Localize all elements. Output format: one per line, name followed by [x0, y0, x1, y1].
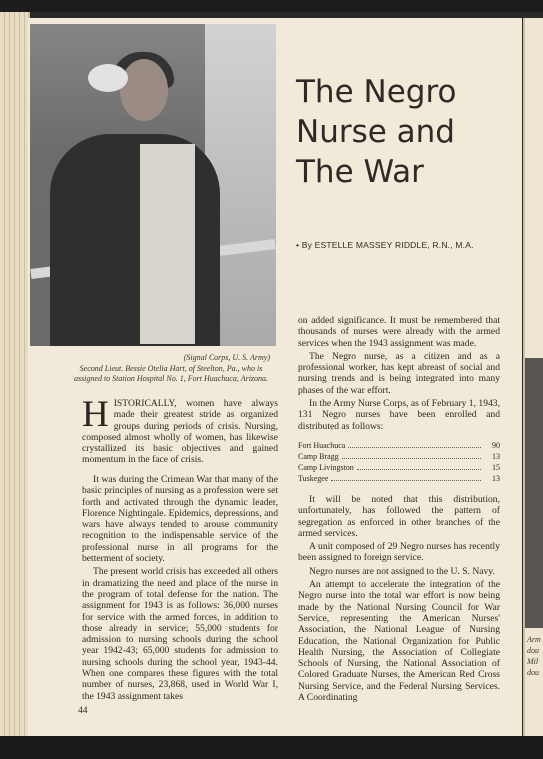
paragraph: In the Army Nurse Corps, as of February 1, 1943, 131 Negro nurses have been enrolled and distributed as follows:: [298, 398, 500, 432]
paragraph: The Negro nurse, as a citizen and as a professional worker, has kept abreast of social and nursing trends and is being integrated into many phases of the war effort.: [298, 350, 500, 396]
paragraph: An attempt to accelerate the integration of the Negro nurse into the total war effort is now being made by the National Nursing Council for War Service, representing the American Nurses' Association, the National League of Nursing Education, the National Organization for Public Health Nursing, the Association of Collegiate Schools of Nursing, the National Association of Colored Graduate Nurses, the American Red Cross Nursing Service, and the Federal Nursing Services. A Coordinating: [298, 579, 500, 704]
left-column: [82, 474, 278, 704]
article-title: [296, 72, 516, 192]
scanner-bottom-edge: [0, 736, 543, 759]
nurse-distribution-table: [298, 440, 500, 484]
paragraph: It will be noted that this distribution, unfortunately, has followed the pattern of segregation as enforced in other branches of the armed services.: [298, 493, 500, 539]
table-row: Camp Bragg 13: [298, 451, 500, 461]
caption-text: Second Lieut. Bessie Otelia Hart, of Steelton, Pa., who is assigned to Station Hospital No. 1, Fort Huachuca, Arizona.: [73, 363, 269, 383]
scanner-top-edge: [0, 0, 543, 12]
title-line-3: The War: [296, 154, 424, 190]
drop-cap: H: [82, 394, 109, 435]
article-intro: [82, 394, 278, 466]
title-line-2: Nurse and: [296, 114, 455, 150]
table-row: Fort Huachuca 90: [298, 440, 500, 450]
byline: • By ESTELLE MASSEY RIDDLE, R.N., M.A.: [296, 240, 474, 250]
book-page-edges: [0, 12, 30, 736]
paragraph: Negro nurses are not assigned to the U. S. Navy.: [309, 565, 495, 577]
nurse-photograph: [30, 24, 276, 346]
photo-caption: [72, 353, 270, 385]
adjacent-photo: [525, 358, 543, 628]
paragraph: A unit composed of 29 Negro nurses has recently been assigned to foreign service.: [298, 541, 500, 564]
page-number: 44: [78, 706, 88, 716]
photo-credit: (Signal Corps, U. S. Army): [183, 353, 270, 362]
adjacent-caption: Arm dou Mil dou: [527, 635, 541, 677]
paragraph: It was during the Crimean War that many of the basic principles of nursing as a profession were set forth and activated through the dynamic leader, Florence Nightingale. Epidemics, depressions, and wars have always tended to arouse community recognition to the indispensable service of the professional nurse in all programs for the betterment of society.: [82, 474, 278, 565]
table-row: Camp Livingston 15: [298, 462, 500, 472]
magazine-page: [28, 18, 522, 736]
table-row: Tuskegee 13: [298, 473, 500, 483]
right-column: [298, 315, 500, 705]
title-line-1: The Negro: [296, 74, 457, 110]
paragraph: The present world crisis has exceeded all others in dramatizing the need and place of the nurse in the program of total defense for the nation. The assignment for 1943 is as follows: 36,000 nurses for service with the armed forces, in addition to those already in service; 55,000 students for admission to nursing schools during the school year 1942-43; 65,000 students for admission to nursing schools during the school year, 1943-44. When one compares these figures with the total number of nurses, 23,868, used in World War I, the 1943 assignment takes: [82, 566, 278, 702]
paragraph: on added significance. It must be remembered that thousands of nurses were already with the armed services when the 1943 assignment was made.: [298, 315, 500, 349]
adjacent-page-fragment: [523, 18, 543, 736]
intro-paragraph: ISTORICALLY, women have always made their greatest stride as organized groups during periods of crisis. Nursing, composed almost wholly of women, has likewise crystallized its basic objectives and gained momentum in the face of crisis.: [82, 398, 278, 466]
